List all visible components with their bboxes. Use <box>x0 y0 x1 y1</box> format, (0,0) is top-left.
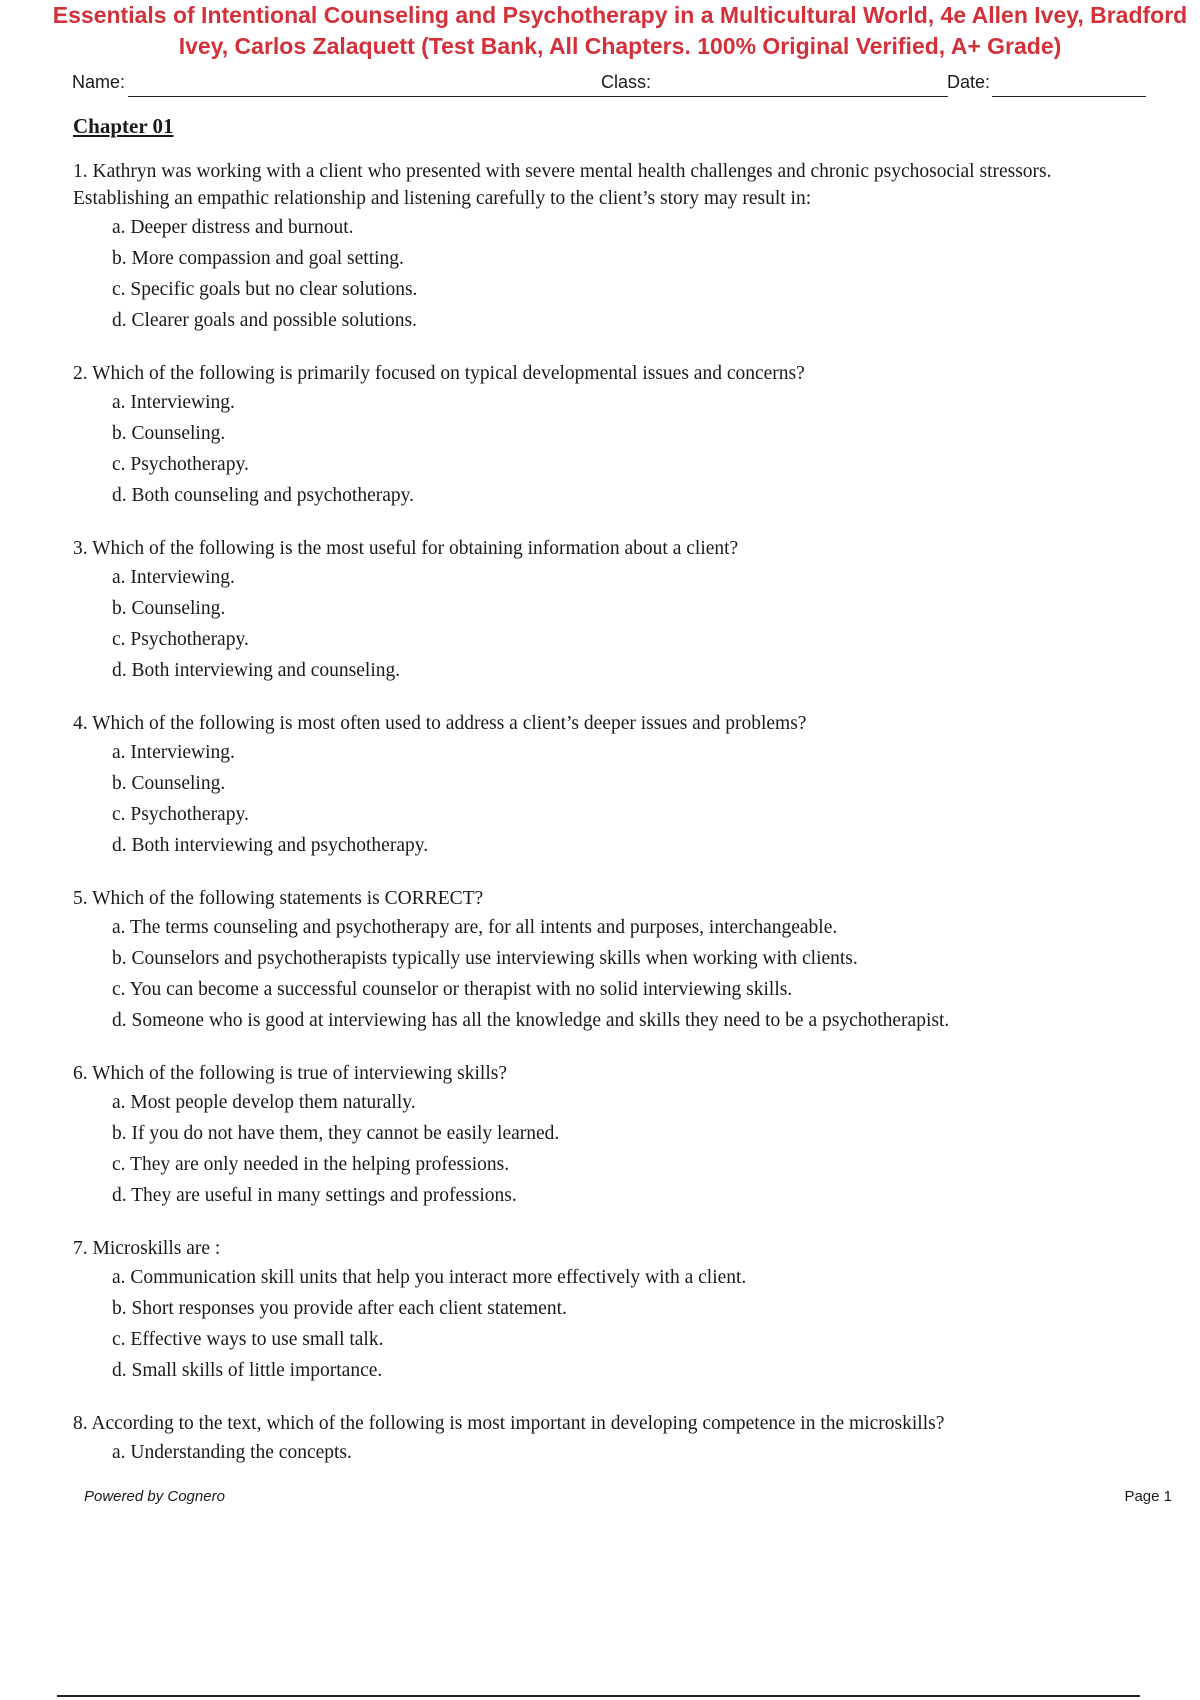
option-b: b. More compassion and goal setting. <box>112 248 404 269</box>
option-c: c. Effective ways to use small talk. <box>112 1329 384 1350</box>
option-a: a. The terms counseling and psychotherapy are, for all intents and purposes, interchangeable. <box>112 917 838 938</box>
option-d: d. Clearer goals and possible solutions. <box>112 310 417 331</box>
option-a: a. Communication skill units that help you interact more effectively with a client. <box>112 1267 747 1288</box>
option-a: a. Most people develop them naturally. <box>112 1092 416 1113</box>
option-b: b. If you do not have them, they cannot be easily learned. <box>112 1123 560 1144</box>
option-d: d. Both interviewing and psychotherapy. <box>112 835 429 856</box>
option-d: d. Small skills of little importance. <box>112 1360 383 1381</box>
title-line-1: Essentials of Intentional Counseling and Psychotherapy in a Multicultural World, 4e Allen Ivey, Bradford <box>52 2 1188 28</box>
question-spacer <box>73 861 1133 885</box>
date-label: Date: <box>947 72 991 92</box>
answer-options <box>73 562 1133 686</box>
option-d: d. They are useful in many settings and professions. <box>112 1185 517 1206</box>
option-c: c. They are only needed in the helping professions. <box>112 1154 510 1175</box>
question-spacer <box>73 336 1133 360</box>
question-spacer <box>73 1211 1133 1235</box>
option-a: a. Interviewing. <box>112 392 235 413</box>
answer-options <box>73 1262 1133 1386</box>
answer-options <box>73 912 1133 1036</box>
option-a: a. Understanding the concepts. <box>112 1442 352 1463</box>
option-c: c. Psychotherapy. <box>112 629 249 650</box>
answer-options <box>73 387 1133 511</box>
question-list <box>73 158 1133 1468</box>
question-5 <box>73 885 1133 1060</box>
option-c: c. Psychotherapy. <box>112 804 249 825</box>
question-stem: 2. Which of the following is primarily focused on typical developmental issues and concerns? <box>73 363 805 384</box>
question-3 <box>73 535 1133 710</box>
option-b: b. Counseling. <box>112 423 226 444</box>
question-6 <box>73 1060 1133 1235</box>
question-1 <box>73 158 1133 360</box>
question-stem: 6. Which of the following is true of interviewing skills? <box>73 1063 507 1084</box>
question-stem: 5. Which of the following statements is CORRECT? <box>73 888 484 909</box>
document-title <box>40 0 1200 62</box>
option-a: a. Deeper distress and burnout. <box>112 217 354 238</box>
question-spacer <box>73 686 1133 710</box>
answer-options <box>73 1087 1133 1211</box>
date-blank-line <box>992 96 1146 97</box>
option-a: a. Interviewing. <box>112 742 235 763</box>
chapter-heading: Chapter 01 <box>73 114 174 138</box>
question-4 <box>73 710 1133 885</box>
question-stem: 4. Which of the following is most often used to address a client’s deeper issues and problems? <box>73 713 807 734</box>
answer-options <box>73 1437 1133 1468</box>
option-d: d. Both interviewing and counseling. <box>112 660 401 681</box>
question-spacer <box>73 1036 1133 1060</box>
question-spacer <box>73 1386 1133 1410</box>
option-a: a. Interviewing. <box>112 567 235 588</box>
option-b: b. Counseling. <box>112 773 226 794</box>
answer-options <box>73 212 1133 336</box>
name-label: Name: <box>72 72 126 92</box>
page-number: Page 1 <box>1124 1488 1172 1505</box>
title-line-2: Ivey, Carlos Zalaquett (Test Bank, All Chapters. 100% Original Verified, A+ Grade) <box>178 33 1062 59</box>
question-stem: 7. Microskills are : <box>73 1238 221 1259</box>
option-b: b. Short responses you provide after each client statement. <box>112 1298 567 1319</box>
option-c: c. You can become a successful counselor or therapist with no solid interviewing skills. <box>112 979 793 1000</box>
question-stem: 8. According to the text, which of the following is most important in developing competence in the microskills? <box>73 1413 945 1434</box>
option-c: c. Specific goals but no clear solutions. <box>112 279 418 300</box>
question-7 <box>73 1235 1133 1410</box>
option-d: d. Someone who is good at interviewing has all the knowledge and skills they need to be a psychotherapist. <box>112 1010 950 1031</box>
class-blank-line <box>658 96 948 97</box>
option-c: c. Psychotherapy. <box>112 454 249 475</box>
question-stem: 3. Which of the following is the most useful for obtaining information about a client? <box>73 538 739 559</box>
option-b: b. Counselors and psychotherapists typically use interviewing skills when working with clients. <box>112 948 858 969</box>
question-2 <box>73 360 1133 535</box>
powered-by-text: Powered by Cognero <box>84 1488 225 1505</box>
name-blank-line <box>128 96 669 97</box>
option-b: b. Counseling. <box>112 598 226 619</box>
question-stem: 1. Kathryn was working with a client who presented with severe mental health challenges and chronic psychosocial stressors. Establishing an empathic relationship and listening carefully to the client’s story may result in: <box>73 161 1052 209</box>
class-label: Class: <box>601 72 652 92</box>
option-d: d. Both counseling and psychotherapy. <box>112 485 415 506</box>
student-info-line <box>72 72 1160 102</box>
question-8 <box>73 1410 1133 1468</box>
answer-options <box>73 737 1133 861</box>
bottom-divider <box>57 1695 1140 1697</box>
question-spacer <box>73 511 1133 535</box>
